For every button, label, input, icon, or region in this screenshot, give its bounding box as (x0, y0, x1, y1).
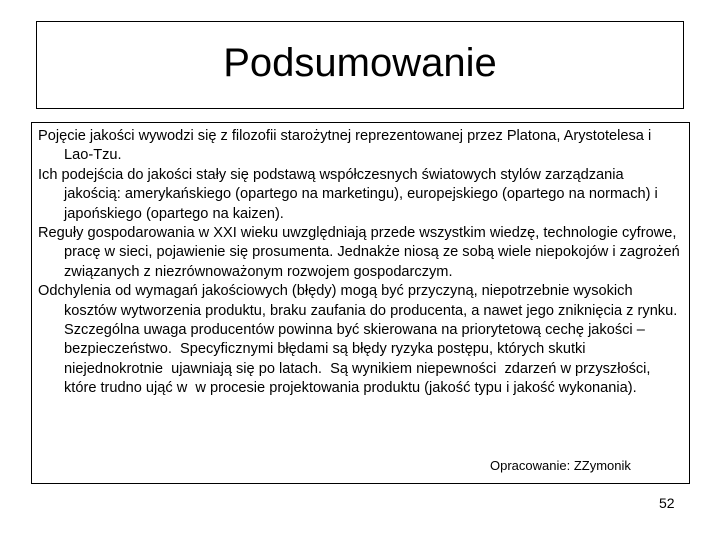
paragraph-quality-deviations: Odchylenia od wymagań jakościowych (błędy) mogą być przyczyną, niepotrzebnie wysokich kosztów wytworzenia produktu, braku zaufania do producenta, a nawet jego zniknięcia z rynku. Szczególna uwaga producentów powinna być skierowana na priorytetową cechę jakości – bezpieczeństwo. Specyficznymi błędami są błędy ryzyka postępu, których skutki niejednokrotnie ujawniają się po latach. Są wynikiem niepewności zdarzeń w przyszłości, które trudno ująć w w procesie projektowania produktu (jakość typu i jakość wykonania). (38, 283, 682, 397)
page-number: 52 (659, 495, 675, 511)
slide-title: Podsumowanie (223, 41, 497, 85)
title-box (36, 21, 684, 109)
paragraph-xxi-century: Reguły gospodarowania w XXI wieku uwzględniają przede wszystkim wiedzę, technologie cyfrowe, pracę w sieci, pojawienie się prosumenta. Jednakże niosą ze sobą wiele niepokojów i zagrożeń związanych z niezrównoważonym rozwojem gospodarczym. (38, 225, 684, 280)
author-credit: Opracowanie: ZZymonik (490, 458, 631, 473)
paragraph-origins: Pojęcie jakości wywodzi się z filozofii starożytnej reprezentowanej przez Platona, Arystotelesa i Lao-Tzu. (38, 128, 656, 164)
paragraph-management-styles: Ich podejścia do jakości stały się podstawą współczesnych światowych stylów zarządzania jakością: amerykańskiego (opartego na marketingu), europejskiego (opartego na normach) i japońskiego (opartego na kaizen). (38, 166, 662, 222)
content-box (31, 122, 690, 484)
